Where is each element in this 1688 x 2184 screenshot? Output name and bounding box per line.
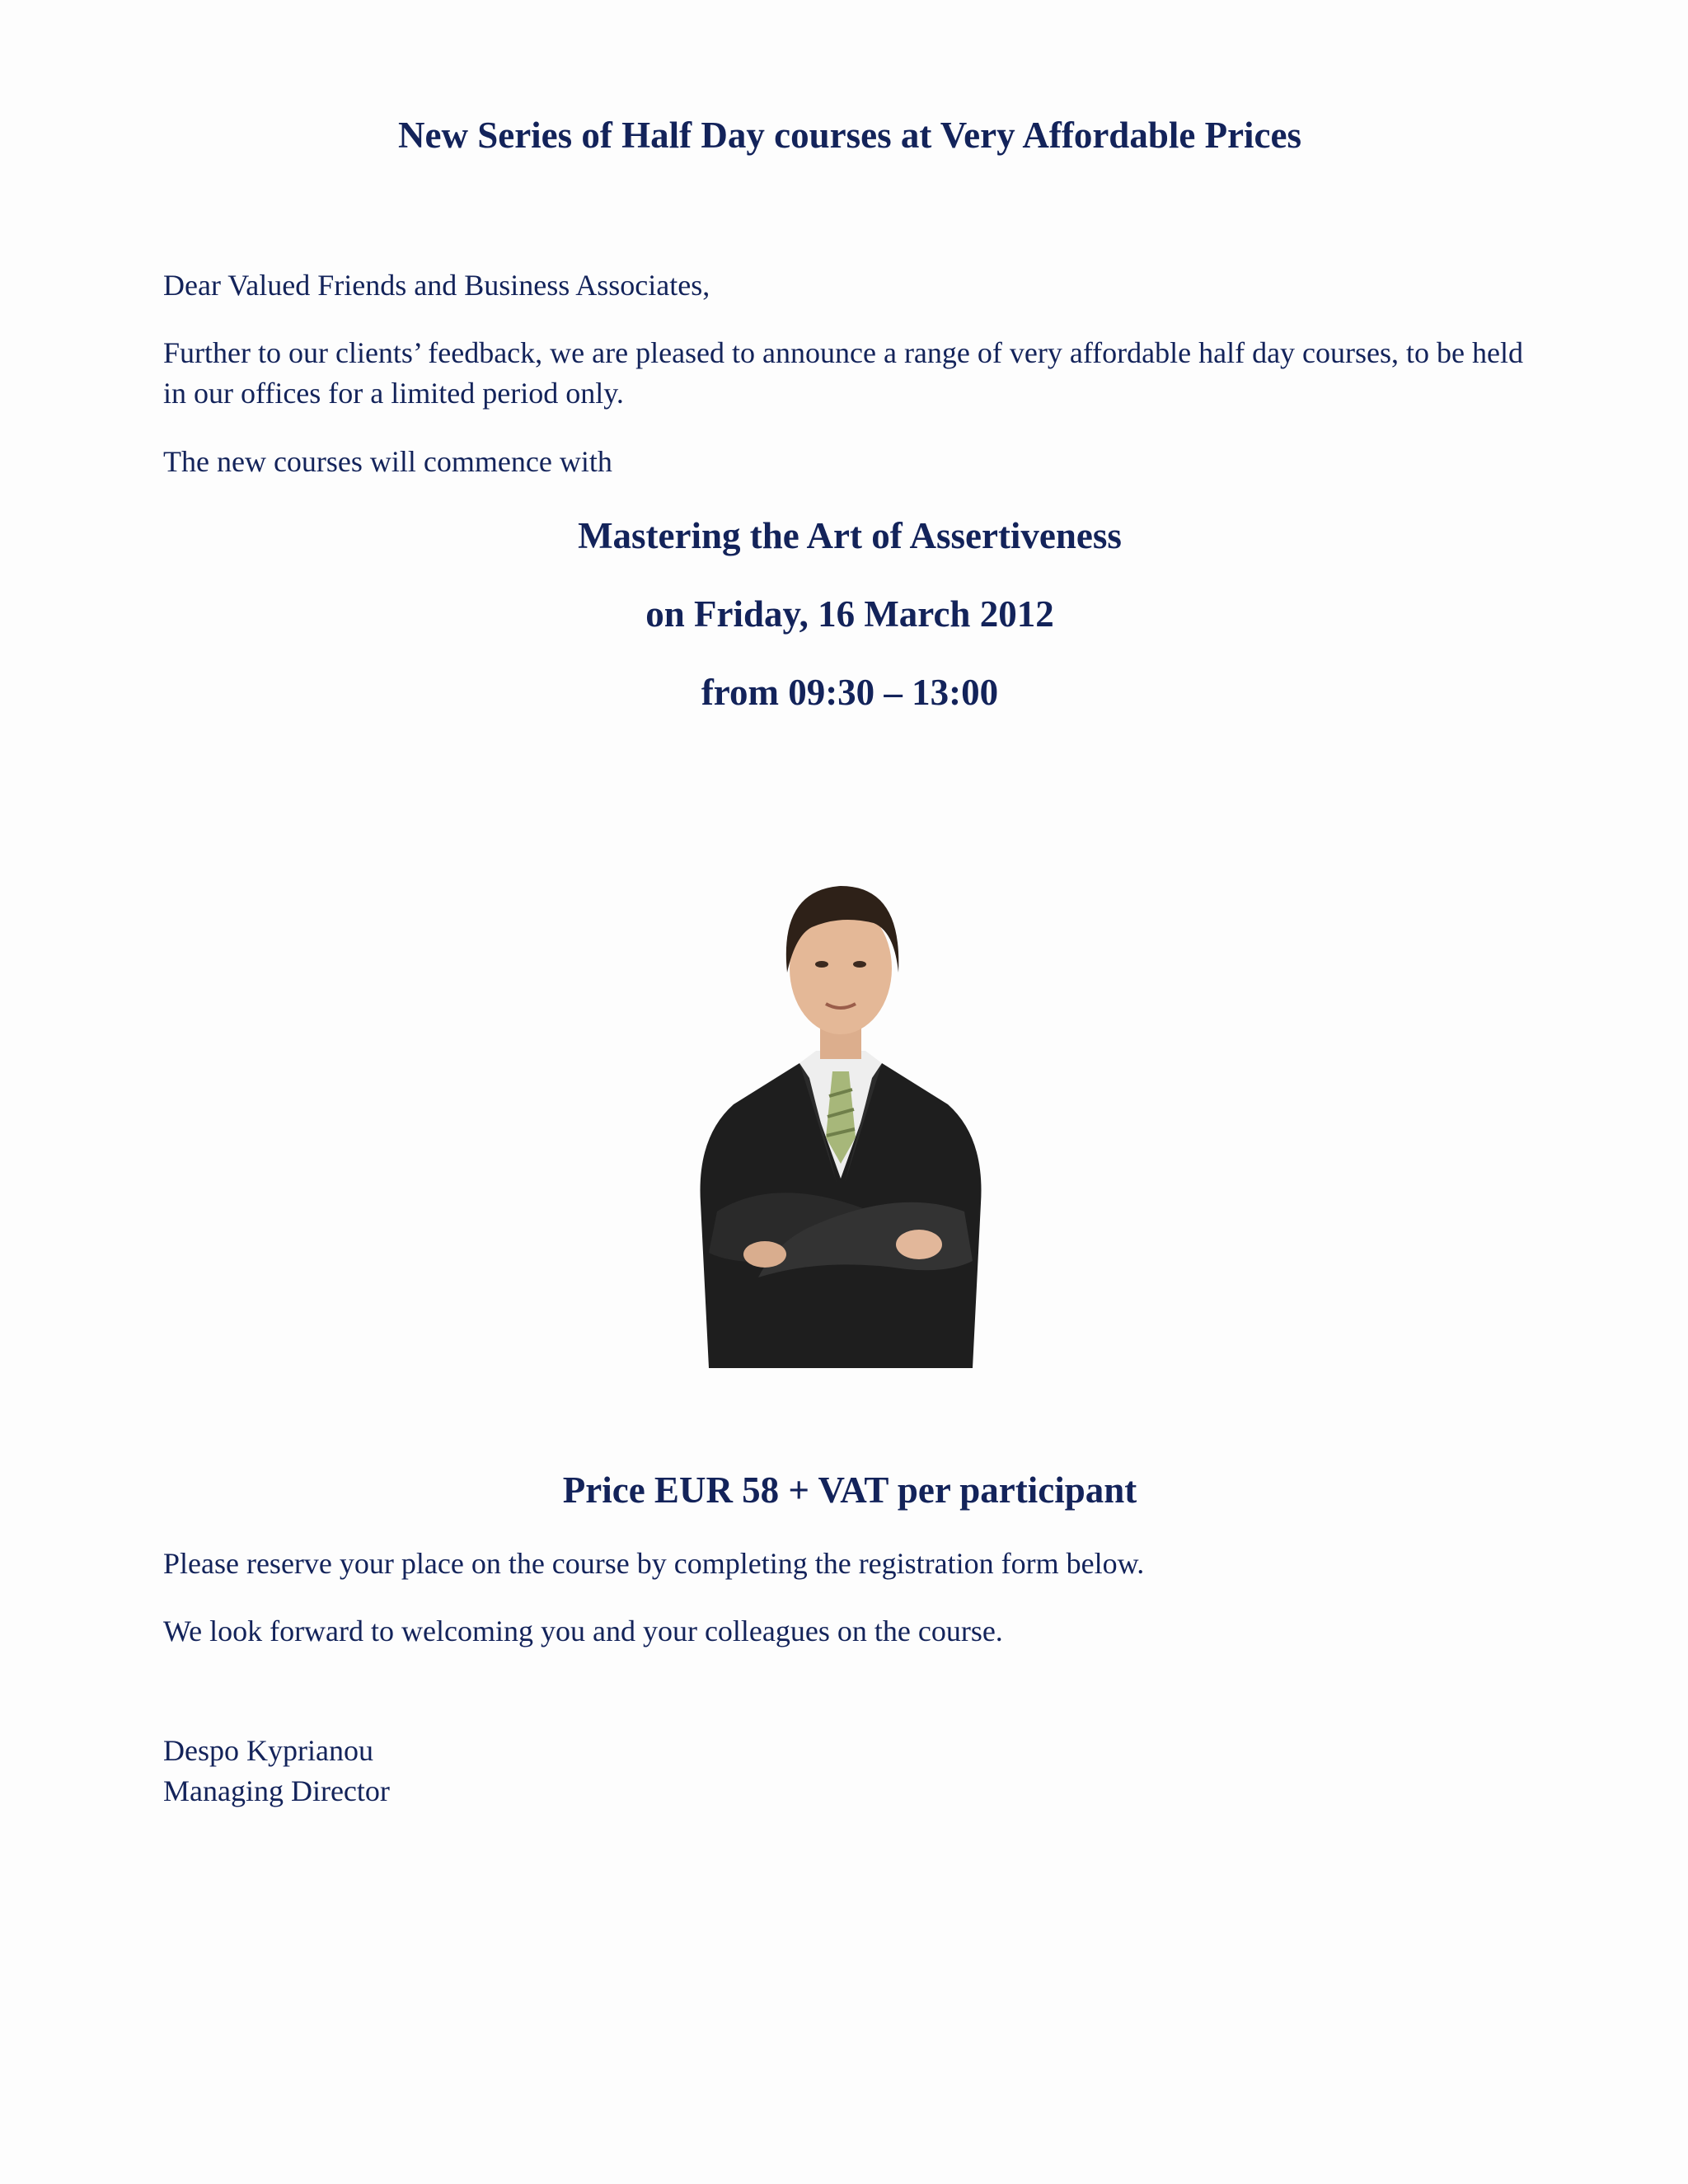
course-time: from 09:30 – 13:00 <box>701 672 999 713</box>
reserve-text: Please reserve your place on the course by completing the registration form below. <box>163 1547 1145 1580</box>
greeting: Dear Valued Friends and Business Associates, <box>163 269 710 302</box>
course-name: Mastering the Art of Assertiveness <box>578 515 1122 556</box>
intro-paragraph: Further to our clients’ feedback, we are pleased to announce a range of very affordable half day courses, to be held in our offices for a limited period only. <box>163 336 1523 410</box>
commence-text: The new courses will commence with <box>163 445 612 478</box>
closing-text: We look forward to welcoming you and your colleagues on the course. <box>163 1615 1003 1647</box>
letter-title: New Series of Half Day courses at Very Affordable Prices <box>397 115 1302 156</box>
businessman-photo <box>659 857 1022 1368</box>
signatory-name: Despo Kyprianou <box>163 1734 373 1767</box>
signatory-title: Managing Director <box>163 1774 390 1807</box>
course-date: on Friday, 16 March 2012 <box>645 593 1054 635</box>
price-heading: Price EUR 58 + VAT per participant <box>562 1469 1137 1511</box>
